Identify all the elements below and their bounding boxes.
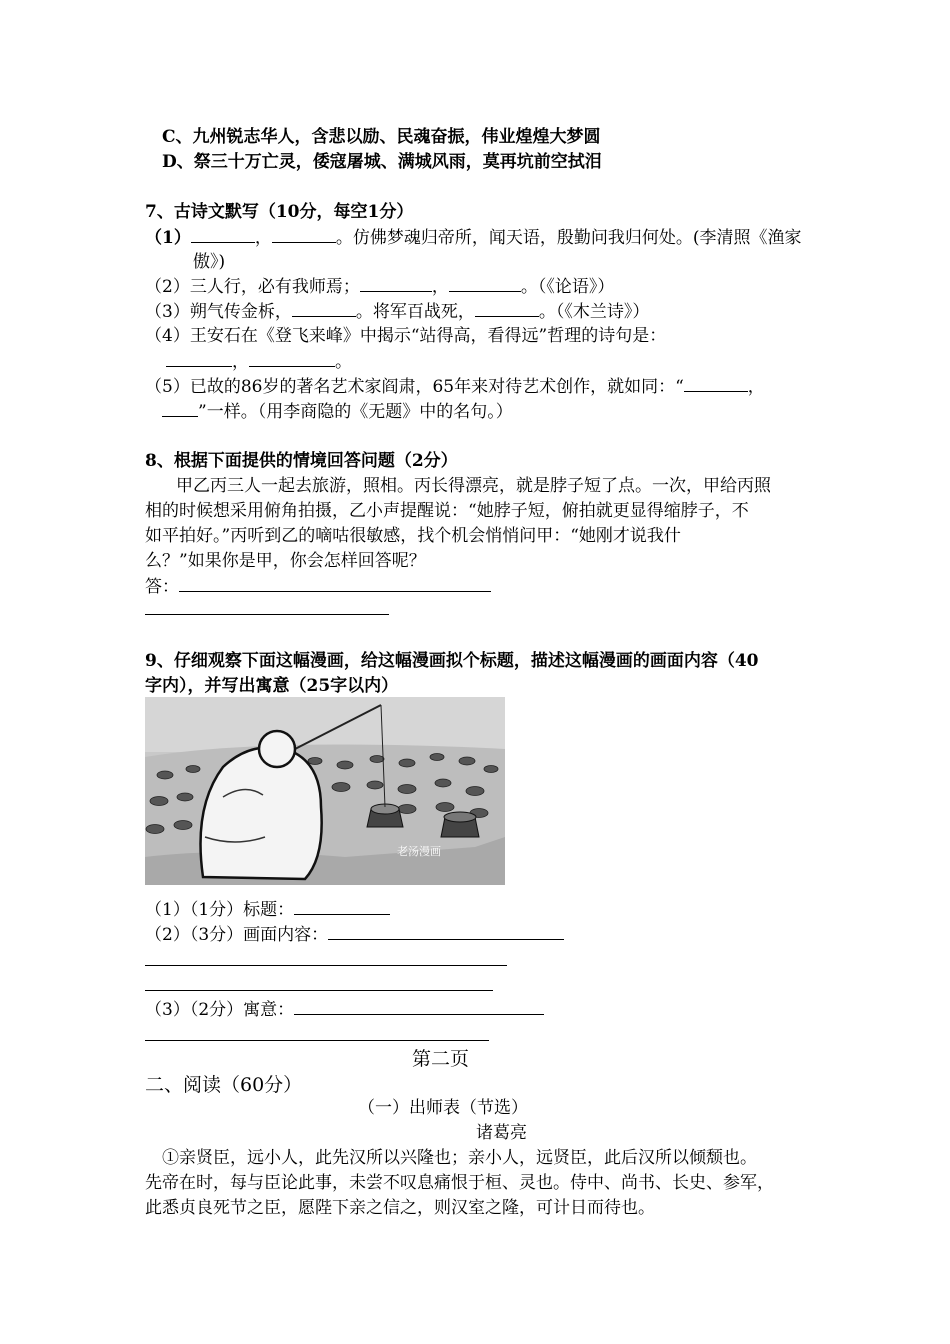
q7-item1-blank2[interactable] [272,226,336,243]
cartoon-caption: 老汤漫画 [397,845,441,858]
q7-item2-post: 。（《论语》） [520,277,615,297]
q7-item3-blank2[interactable] [475,300,539,317]
passage-line3: 此悉贞良死节之臣，愿陛下亲之信之，则汉室之隆，可计日而待也。 [145,1198,655,1218]
q7-item5-blank1[interactable] [684,375,748,392]
q8-answer-label: 答： [145,577,179,597]
q8-line3: 如平拍好。”丙听到乙的嘀咕很敏感，找个机会悄悄问甲：“她刚才说我什 [145,526,681,546]
q7-item2-blank1[interactable] [360,275,432,292]
q7-item3-mid: 。将军百战死， [355,302,475,322]
q7-item5-cont-text: ”一样。（用李商隐的《无题》中的名句。） [198,402,513,422]
q7-item1-cont: 傲》) [193,252,226,272]
q7-item5-cont [162,400,513,423]
q8-answer [145,575,491,598]
q9-content-line3[interactable] [145,990,493,991]
q8-answer-blank[interactable] [179,575,491,592]
q9-sub2 [145,923,564,946]
q7-item5 [145,375,765,398]
q7-item1-num: （1） [145,228,191,248]
q7-item3-post: 。（《木兰诗》） [538,302,650,322]
option-d: D、祭三十万亡灵，倭寇屠城、满城风雨，莫再坑前空拭泪 [162,152,602,172]
q9-sub1-label: （1）（1分）标题： [145,900,295,920]
q7-item4-blank1[interactable] [166,350,232,367]
q7-item1-blank1[interactable] [191,226,255,243]
q7-item4: （4）王安石在《登飞来峰》中揭示“站得高，看得远”哲理的诗句是： [145,326,667,346]
q9-sub3 [145,998,544,1021]
q9-content-blank[interactable] [328,923,564,940]
q9-sub1 [145,898,390,921]
q7-item1 [145,226,801,249]
page-label: 第二页 [412,1048,470,1070]
q7-item3-pre: （3）朔气传金柝， [145,302,292,322]
q7-item3 [145,300,649,323]
q9-sub3-label: （3）（2分）寓意： [145,1000,295,1020]
q7-item4-mid: ， [232,352,249,372]
q8-line4: 么？”如果你是甲，你会怎样回答呢？ [145,551,426,571]
q9-sub2-label: （2）（3分）画面内容： [145,925,329,945]
passage-line2: 先帝在时，每与臣论此事，未尝不叹息痛恨于桓、灵也。侍中、尚书、长史、参军， [145,1173,774,1193]
passage-title: （一）出师表（节选） [358,1098,528,1118]
q7-item2-mid: ， [431,277,449,297]
q7-item5-text: （5）已故的86岁的著名艺术家阎肃，65年来对待艺术创作，就如同：“ [145,377,684,397]
q9-meaning-blank[interactable] [294,998,544,1015]
q8-heading: 8、根据下面提供的情境回答问题（2分） [145,451,458,471]
q9-heading-line2: 字内），并写出寓意（25字以内） [145,676,399,696]
q8-answer-line2[interactable] [145,614,389,615]
q7-item1-mid: ， [254,228,272,248]
passage-line1: ①亲贤臣，远小人，此先汉所以兴隆也；亲小人，远贤臣，此后汉所以倾颓也。 [162,1148,757,1168]
cartoon-image [145,697,505,885]
q9-content-line2[interactable] [145,965,507,966]
q7-item4-end: 。 [335,352,352,372]
q9-heading-line1: 9、仔细观察下面这幅漫画，给这幅漫画拟个标题，描述这幅漫画的画面内容（40 [145,651,759,671]
passage-author: 诸葛亮 [476,1123,527,1143]
q7-item4-answer [166,350,352,373]
q7-item5-comma: ， [747,377,765,397]
q9-title-blank[interactable] [294,898,390,915]
q7-item5-blank2[interactable] [162,400,198,417]
q7-item4-blank2[interactable] [249,350,335,367]
q7-item2-blank2[interactable] [449,275,521,292]
q7-item1-text: 。仿佛梦魂归帝所，闻天语，殷勤问我归何处。(李清照《渔家 [335,228,802,248]
q7-heading: 7、古诗文默写（10分，每空1分） [145,202,414,222]
q7-item3-blank1[interactable] [292,300,356,317]
q8-line1: 甲乙丙三人一起去旅游，照相。丙长得漂亮，就是脖子短了点。一次，甲给丙照 [176,476,771,496]
q7-item2 [145,275,614,298]
q7-item2-pre: （2）三人行，必有我师焉； [145,277,360,297]
q8-line2: 相的时候想采用俯角拍摄，乙小声提醒说：“她脖子短，俯拍就更显得缩脖子，不 [145,501,749,521]
section2-heading: 二、阅读（60分） [145,1074,303,1096]
option-c: C、九州锐志华人，含悲以励、民魂奋振，伟业煌煌大梦圆 [162,127,601,147]
q9-meaning-line2[interactable] [145,1040,489,1041]
